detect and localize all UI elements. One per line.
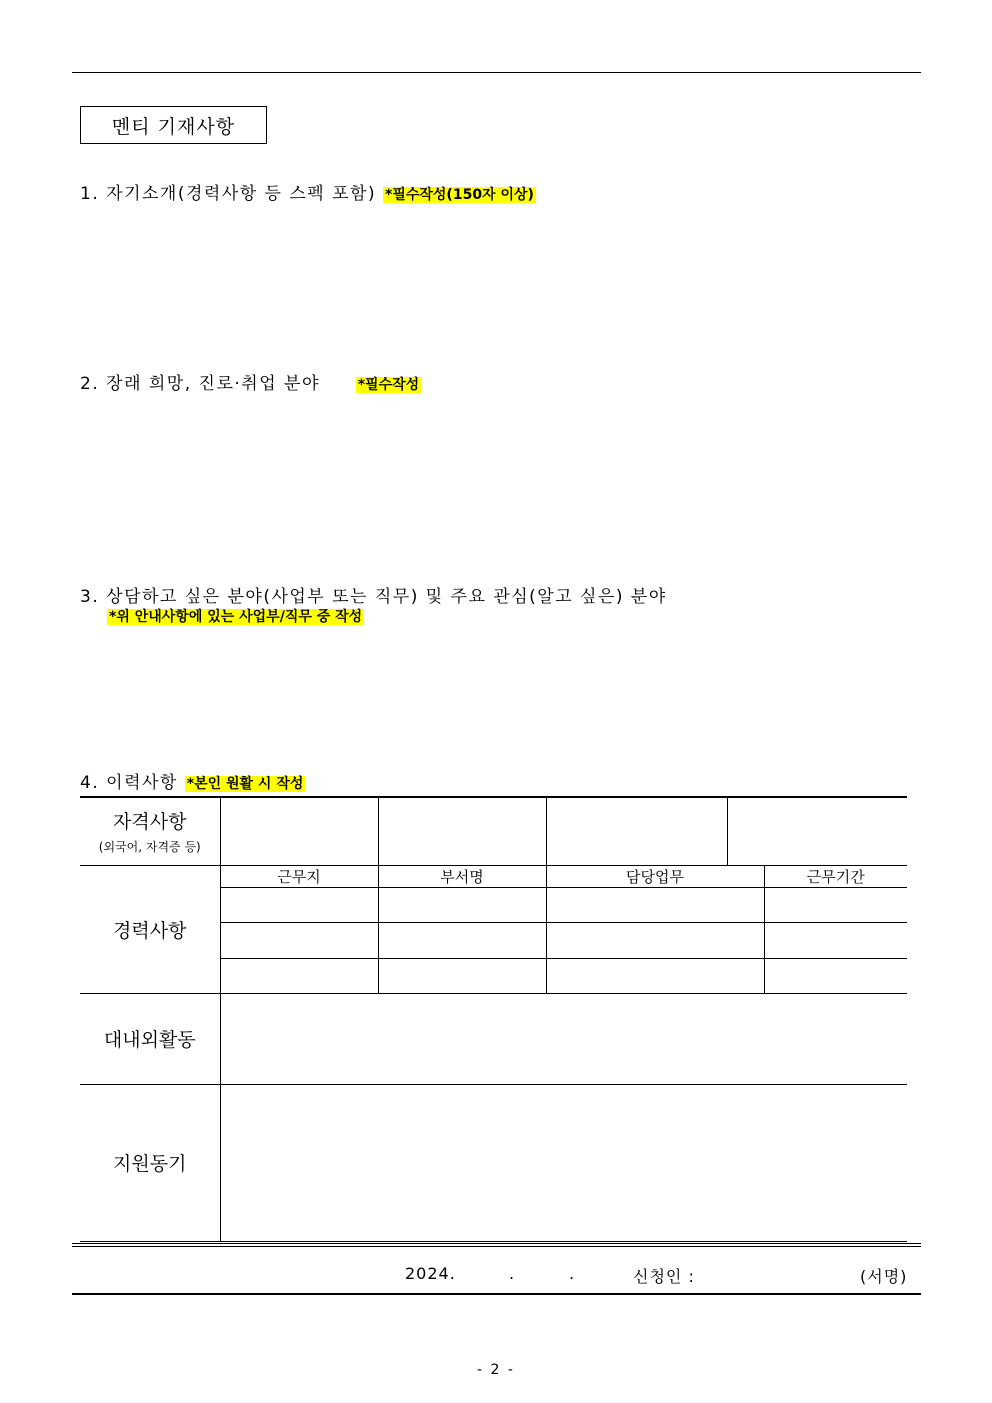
signature-top-rule xyxy=(72,1246,921,1247)
section-2-answer-area[interactable] xyxy=(80,400,907,560)
qualification-label: 자격사항 xyxy=(113,811,187,834)
career-header-duty: 담당업무 xyxy=(546,865,764,887)
section-1-required-note: *필수작성(150자 이상) xyxy=(385,187,534,203)
career-duty-cell[interactable] xyxy=(546,922,764,958)
qualification-cell-1[interactable] xyxy=(220,797,378,865)
qualification-cell-2[interactable] xyxy=(378,797,546,865)
section-2-required-note: *필수작성 xyxy=(357,377,420,393)
motivation-label-cell xyxy=(80,1084,220,1241)
career-period-cell[interactable] xyxy=(764,922,907,958)
section-3-note-row xyxy=(107,606,364,626)
section-2-title: 장래 희망, 진로·취업 분야 xyxy=(106,374,320,394)
career-header-period: 근무기간 xyxy=(764,865,907,887)
section-1-title: 자기소개(경력사항 등 스펙 포함) xyxy=(106,184,377,204)
resume-table xyxy=(80,796,907,1242)
career-department-cell[interactable] xyxy=(378,922,546,958)
section-3-heading xyxy=(80,582,667,607)
career-department-cell[interactable] xyxy=(378,887,546,922)
section-4-optional-note: *본인 원활 시 작성 xyxy=(186,776,304,792)
career-period-cell[interactable] xyxy=(764,887,907,922)
activities-input-cell[interactable] xyxy=(220,993,907,1084)
section-1-heading xyxy=(80,179,536,204)
section-3-required-note: *위 안내사항에 있는 사업부/직무 중 작성 xyxy=(109,609,363,625)
career-label: 경력사항 xyxy=(113,919,187,942)
section-header-box xyxy=(80,106,267,144)
applicant-name-field[interactable] xyxy=(722,1260,852,1286)
career-label-cell xyxy=(80,865,220,993)
section-4-title: 이력사항 xyxy=(106,773,178,793)
career-header-row xyxy=(80,865,907,887)
career-workplace-cell[interactable] xyxy=(220,922,378,958)
section-header-title: 멘티 기재사항 xyxy=(111,115,236,138)
career-header-workplace: 근무지 xyxy=(220,865,378,887)
section-3-number: 3. xyxy=(80,587,100,607)
section-1-answer-area[interactable] xyxy=(80,210,907,350)
activities-label-cell xyxy=(80,993,220,1084)
activities-label: 대내외활동 xyxy=(103,1029,196,1051)
section-2-heading xyxy=(80,369,421,394)
qualification-cell-3[interactable] xyxy=(546,797,727,865)
motivation-label: 지원동기 xyxy=(113,1153,187,1175)
career-workplace-cell[interactable] xyxy=(220,887,378,922)
section-3-answer-area[interactable] xyxy=(80,630,907,760)
signature-bottom-rule xyxy=(72,1293,921,1295)
qualification-sub-label: (외국어, 자격증 등) xyxy=(98,840,201,855)
top-rule xyxy=(72,72,921,73)
signature-row xyxy=(72,1258,921,1288)
signature-top-rule xyxy=(72,1243,921,1244)
qualification-row xyxy=(80,797,907,865)
career-duty-cell[interactable] xyxy=(546,887,764,922)
qualification-label-cell xyxy=(80,797,220,865)
signature-label: (서명) xyxy=(860,1267,908,1286)
career-department-cell[interactable] xyxy=(378,958,546,993)
signature-month-dot: . xyxy=(509,1264,515,1283)
applicant-label: 신청인 : xyxy=(633,1267,695,1286)
section-4-heading xyxy=(80,768,305,793)
motivation-input-cell[interactable] xyxy=(220,1084,907,1241)
section-2-number: 2. xyxy=(80,374,100,394)
page-number: - 2 - xyxy=(477,1362,515,1378)
section-3-title: 상담하고 싶은 분야(사업부 또는 직무) 및 주요 관심(알고 싶은) 분야 xyxy=(106,587,667,607)
career-duty-cell[interactable] xyxy=(546,958,764,993)
signature-day-dot: . xyxy=(569,1264,575,1283)
career-workplace-cell[interactable] xyxy=(220,958,378,993)
activities-row xyxy=(80,993,907,1084)
signature-year: 2024. xyxy=(405,1264,456,1283)
qualification-cell-4[interactable] xyxy=(727,797,907,865)
section-4-number: 4. xyxy=(80,773,100,793)
career-header-department: 부서명 xyxy=(378,865,546,887)
motivation-row xyxy=(80,1084,907,1241)
career-period-cell[interactable] xyxy=(764,958,907,993)
section-1-number: 1. xyxy=(80,184,100,204)
